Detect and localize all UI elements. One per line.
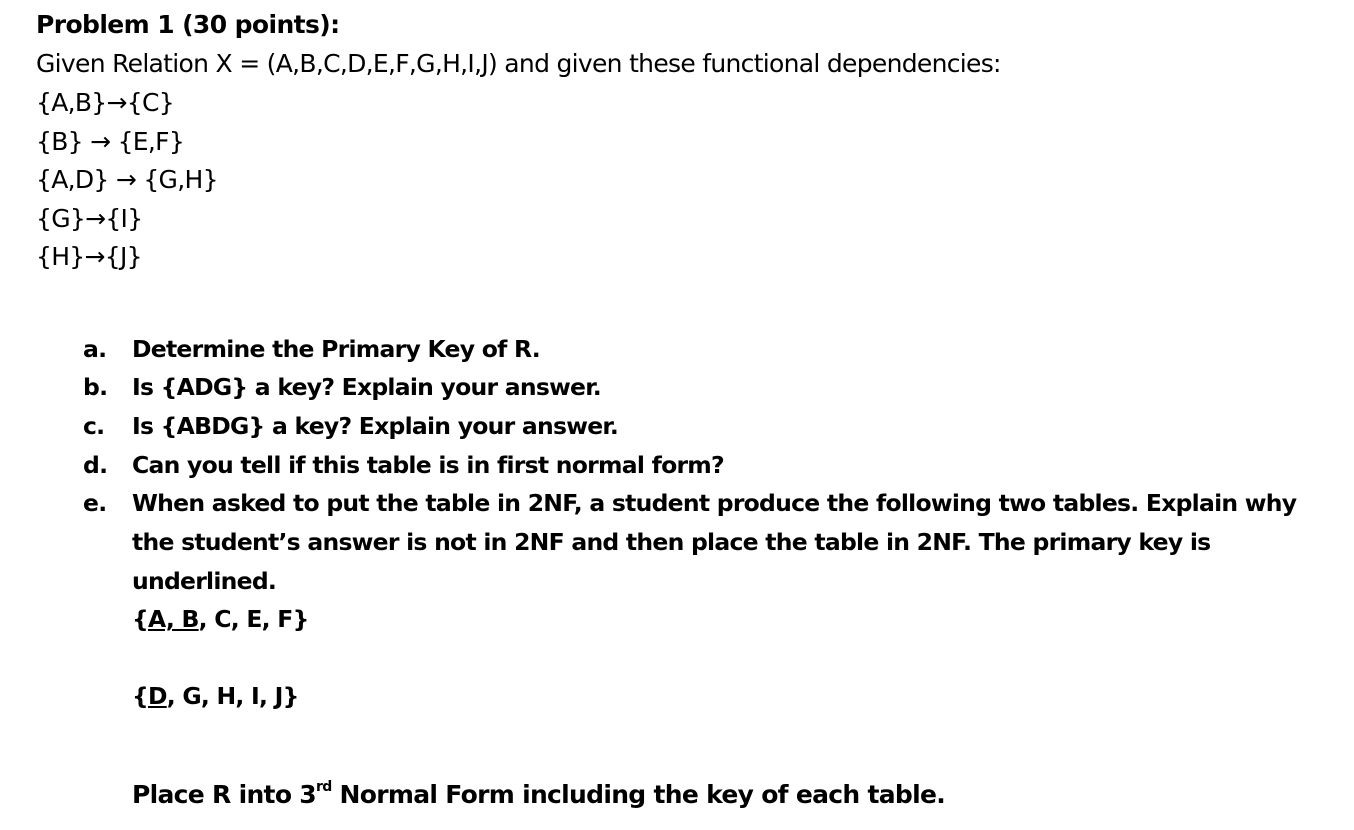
problem-title: Problem 1 (30 points):	[36, 10, 340, 39]
final-text-start: Place R into 3	[132, 779, 316, 809]
question-text: Is {ADG} a key? Explain your answer.	[132, 373, 601, 402]
question-d	[36, 446, 1336, 485]
question-c	[36, 407, 1336, 446]
dependency-3: {A,D} → {G,H}	[36, 165, 218, 194]
document-page	[36, 8, 1336, 814]
question-e	[36, 484, 1336, 600]
student-table-2	[36, 677, 1336, 716]
student-table-1	[36, 600, 1336, 639]
ordinal-superscript: rd	[316, 778, 332, 795]
question-letter: a.	[83, 334, 107, 363]
question-b	[36, 368, 1336, 407]
question-text: Can you tell if this table is in first normal form?	[132, 450, 724, 479]
question-text: When asked to put the table in 2NF, a student produce the following two tables. Explain why the student’s answer is not in 2NF and then place the table in 2NF. The primary key is underlined.	[132, 489, 1297, 595]
question-list	[36, 330, 1336, 601]
question-a	[36, 330, 1336, 369]
dependency-5: {H}→{J}	[36, 242, 142, 271]
primary-key-underlined: D	[147, 682, 167, 711]
final-question	[36, 776, 1336, 814]
problem-intro: Given Relation X = (A,B,C,D,E,F,G,H,I,J) and given these functional dependencies:	[36, 49, 1001, 78]
table-spacer	[36, 639, 1336, 677]
final-spacer	[36, 716, 1336, 776]
table-attributes: , G, H, I, J}	[166, 682, 299, 711]
question-letter: c.	[83, 411, 105, 440]
dependency-1: {A,B}→{C}	[36, 88, 174, 117]
section-spacer	[36, 278, 1336, 330]
final-text-end: Normal Form including the key of each table.	[331, 779, 946, 809]
dependency-2: {B} → {E,F}	[36, 126, 185, 156]
question-text: Determine the Primary Key of R.	[132, 334, 540, 363]
table-open-brace: {	[132, 605, 148, 634]
question-letter: b.	[83, 373, 108, 402]
table-attributes: , C, E, F}	[198, 605, 309, 634]
dependency-4: {G}→{I}	[36, 203, 143, 233]
table-open-brace: {	[132, 682, 148, 711]
question-letter: d.	[83, 450, 108, 479]
question-text: Is {ABDG} a key? Explain your answer.	[132, 411, 619, 440]
primary-key-underlined: A, B	[147, 605, 199, 634]
question-letter: e.	[83, 489, 107, 518]
